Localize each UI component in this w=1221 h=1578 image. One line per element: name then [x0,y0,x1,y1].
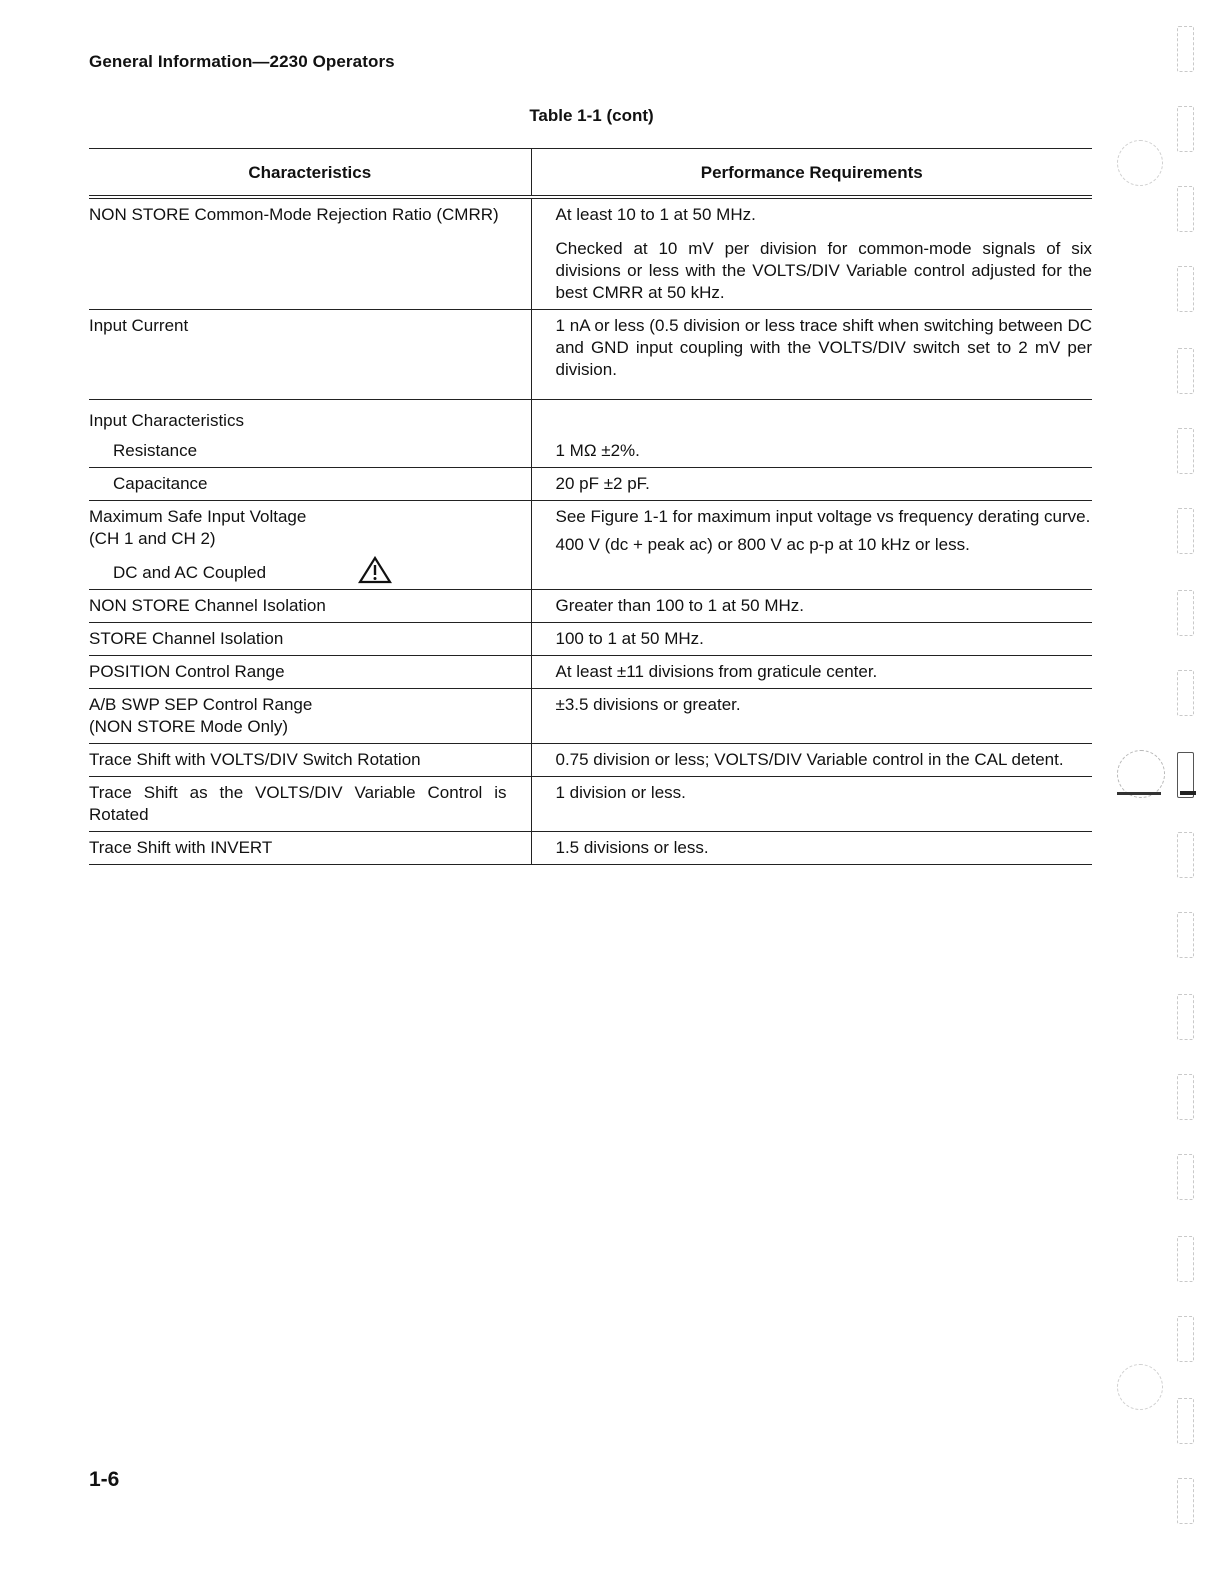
table-row-input-characteristics [89,400,1092,468]
table-row-input-current [89,310,1092,400]
binder-tab [1177,1398,1194,1444]
table-row-cmrr [89,197,1092,310]
binder-tab [1177,106,1194,152]
binder-tab [1177,994,1194,1040]
char-line: A/B SWP SEP Control Range [89,695,313,714]
char-line: (CH 1 and CH 2) [89,529,216,548]
binder-tab [1177,26,1194,72]
cell-performance [531,197,1092,310]
section-mark [1180,791,1196,795]
binder-tab [1177,508,1194,554]
cell-characteristic: Trace Shift with INVERT [89,832,531,865]
cell-performance: 1 division or less. [531,777,1092,832]
sub-label-coupling [89,556,507,584]
cell-performance: 1.5 divisions or less. [531,832,1092,865]
cell-performance: At least ±11 divisions from graticule center. [531,656,1092,689]
cell-characteristic: NON STORE Channel Isolation [89,590,531,623]
binder-tab [1177,266,1194,312]
section-mark [1117,792,1161,795]
binder-tab [1177,1074,1194,1120]
table-row-capacitance [89,468,1092,501]
table-caption: Table 1-1 (cont) [529,106,654,125]
table-row-nonstore-isolation [89,590,1092,623]
cell-characteristic [89,501,531,590]
cell-performance: Greater than 100 to 1 at 50 MHz. [531,590,1092,623]
punch-hole [1117,140,1163,186]
cell-characteristic: Trace Shift as the VOLTS/DIV Variable Control is Rotated [89,777,531,832]
table-row-store-isolation [89,623,1092,656]
coupling-label: DC and AC Coupled [113,563,267,582]
cell-performance: 0.75 division or less; VOLTS/DIV Variable control in the CAL detent. [531,744,1092,777]
punch-hole [1117,750,1165,798]
binder-tab [1177,832,1194,878]
cell-characteristic: Capacitance [89,468,531,501]
perf-line: See Figure 1-1 for maximum input voltage vs frequency derating curve. [555,507,1091,526]
binder-tab [1177,348,1194,394]
cell-performance: 20 pF ±2 pF. [531,468,1092,501]
cell-performance: 1 MΩ ±2%. [531,400,1092,468]
table-row-ab-swp-sep [89,689,1092,744]
punch-hole [1117,1364,1163,1410]
column-header-characteristics: Characteristics [89,149,531,198]
cell-characteristic [89,689,531,744]
binder-tab [1177,1154,1194,1200]
binder-tab [1177,912,1194,958]
specification-table [89,148,1092,865]
cell-characteristic: Trace Shift with VOLTS/DIV Switch Rotation [89,744,531,777]
page-number: 1-6 [89,1468,120,1491]
binder-tab [1177,1316,1194,1362]
binder-tab [1177,428,1194,474]
cell-performance [531,501,1092,590]
column-header-performance: Performance Requirements [531,149,1092,198]
table-row-position-range [89,656,1092,689]
perf-line: At least 10 to 1 at 50 MHz. [555,205,756,224]
table-row-trace-shift-invert [89,832,1092,865]
binder-tab [1177,590,1194,636]
table-row-trace-shift-variable [89,777,1092,832]
perf-line: Checked at 10 mV per division for common-mode signals of six divisions or less with the VOLTS/DIV Variable control adjusted for the best CMRR at 50 kHz. [555,239,1092,302]
cell-characteristic: NON STORE Common-Mode Rejection Ratio (CMRR) [89,197,531,310]
cell-performance: 100 to 1 at 50 MHz. [531,623,1092,656]
binder-tab [1177,1236,1194,1282]
warning-triangle-icon [358,556,392,584]
cell-characteristic [89,400,531,468]
perf-line: 400 V (dc + peak ac) or 800 V ac p-p at 10 kHz or less. [555,535,970,554]
cell-characteristic: POSITION Control Range [89,656,531,689]
table-header [89,149,1092,198]
cell-performance: ±3.5 divisions or greater. [531,689,1092,744]
binder-tab [1177,670,1194,716]
group-label: Input Characteristics [89,411,244,430]
table-row-trace-shift-rotation [89,744,1092,777]
binder-tab [1177,1478,1194,1524]
char-line: (NON STORE Mode Only) [89,717,289,736]
binder-tab [1177,186,1194,232]
table-row-max-input-voltage [89,501,1092,590]
cell-characteristic: STORE Channel Isolation [89,623,531,656]
cell-performance: 1 nA or less (0.5 division or less trace shift when switching between DC and GND input coupling with the VOLTS/DIV switch set to 2 mV per division. [531,310,1092,400]
cell-characteristic: Input Current [89,310,531,400]
char-line: Maximum Safe Input Voltage [89,507,307,526]
running-head: General Information—2230 Operators [89,52,395,71]
sub-label-resistance: Resistance [113,441,198,460]
